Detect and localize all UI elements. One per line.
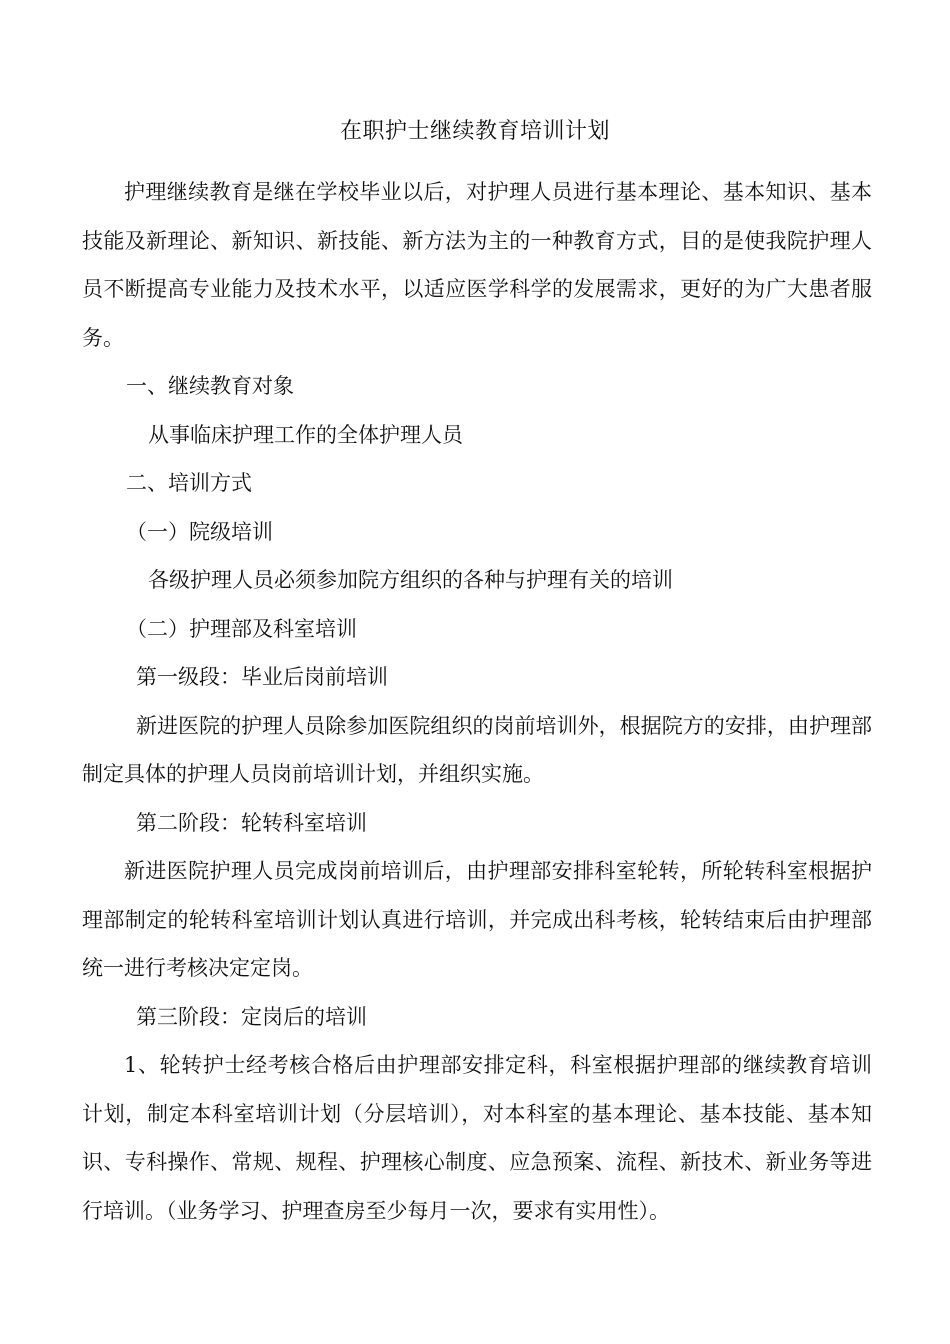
stage2-heading: 第二阶段：轮转科室培训 bbox=[136, 810, 367, 835]
document-body bbox=[82, 168, 872, 1235]
stage2-paragraph: 新进医院护理人员完成岗前培训后，由护理部安排科室轮转，所轮转科室根据护理部制定的轮转科室培训计划认真进行培训，并完成出科考核，轮转结束后由护理部统一进行考核决定定岗。 bbox=[82, 859, 872, 980]
intro-paragraph: 护理继续教育是继在学校毕业以后，对护理人员进行基本理论、基本知识、基本技能及新理论、新知识、新技能、新方法为主的一种教育方式，目的是使我院护理人员不断提高专业能力及技术水平，以适应医学科学的发展需求，更好的为广大患者服务。 bbox=[82, 180, 872, 350]
section-body-targets: 从事临床护理工作的全体护理人员 bbox=[148, 422, 463, 447]
subsection-body-hospital: 各级护理人员必须参加院方组织的各种与护理有关的培训 bbox=[148, 568, 673, 592]
document-title: 在职护士继续教育培训计划 bbox=[339, 119, 610, 144]
stage1-heading: 第一级段：毕业后岗前培训 bbox=[136, 665, 388, 689]
stage3-heading: 第三阶段：定岗后的培训 bbox=[136, 1004, 367, 1029]
section-heading-methods: 二、培训方式 bbox=[126, 471, 252, 495]
section-heading-targets: 一、继续教育对象 bbox=[126, 374, 294, 398]
stage1-paragraph: 新进医院的护理人员除参加医院组织的岗前培训外，根据院方的安排，由护理部制定具体的护理人员岗前培训计划，并组织实施。 bbox=[82, 713, 872, 786]
subsection-heading-department: （二）护理部及科室培训 bbox=[126, 616, 357, 641]
subsection-heading-hospital: （一）院级培训 bbox=[126, 519, 273, 544]
stage3-item-1: 1、轮转护士经考核合格后由护理部安排定科，科室根据护理部的继续教育培训计划，制定本科室培训计划（分层培训），对本科室的基本理论、基本技能、基本知识、专科操作、常规、规程、护理核心制度、应急预案、流程、新技术、新业务等进行培训。（业务学习、护理查房至少每月一次，要求有实用性）。 bbox=[82, 1053, 872, 1223]
